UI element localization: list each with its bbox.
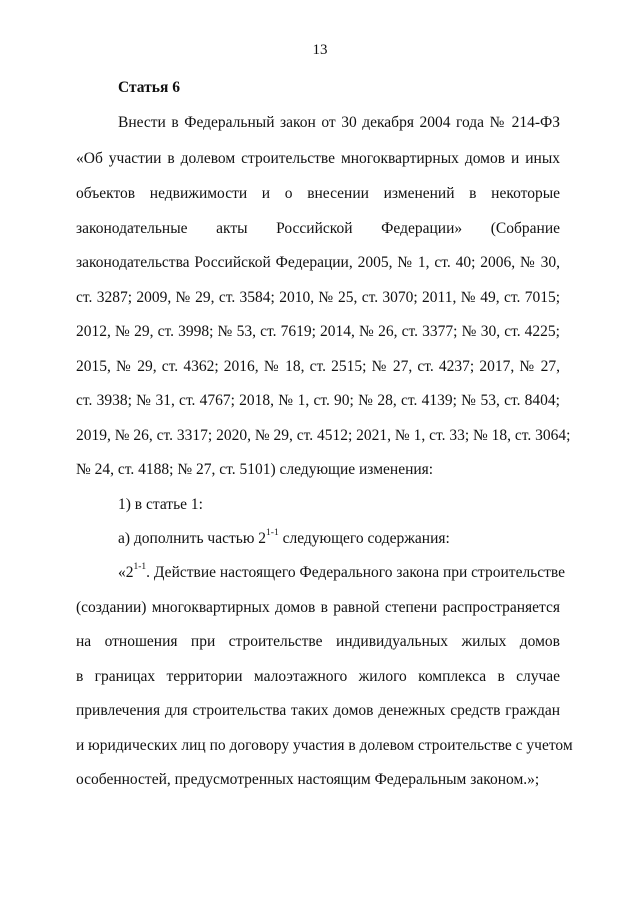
quote-line: в границах территории малоэтажного жилого комплекса в случае bbox=[76, 668, 560, 685]
quote-first-rest: . Действие настоящего Федерального закона при строительстве bbox=[146, 564, 566, 581]
superscript: 1-1 bbox=[266, 527, 279, 538]
quote-line: и юридических лиц по договору участия в долевом строительстве с учетом bbox=[76, 737, 573, 754]
quote-first-line bbox=[118, 561, 566, 582]
page-number: 13 bbox=[312, 42, 328, 58]
list-item-1: 1) в статье 1: bbox=[118, 496, 203, 513]
quote-line: привлечения для строительства таких домов денежных средств граждан bbox=[76, 702, 560, 719]
quote-open: «2 bbox=[118, 564, 134, 581]
paragraph-line: Внести в Федеральный закон от 30 декабря 2004 года № 214-ФЗ bbox=[118, 114, 560, 131]
quote-line: (создании) многоквартирных домов в равной степени распространяется bbox=[76, 599, 560, 616]
paragraph-line: «Об участии в долевом строительстве многоквартирных домов и иных bbox=[76, 150, 560, 167]
paragraph-line: законодательства Российской Федерации, 2005, № 1, ст. 40; 2006, № 30, bbox=[76, 254, 560, 271]
quote-line: на отношения при строительстве индивидуальных жилых домов bbox=[76, 633, 560, 650]
paragraph-line: законодательные акты Российской Федерации» (Собрание bbox=[76, 220, 560, 237]
paragraph-line: № 24, ст. 4188; № 27, ст. 5101) следующие изменения: bbox=[76, 461, 434, 478]
paragraph-line: 2019, № 26, ст. 3317; 2020, № 29, ст. 4512; 2021, № 1, ст. 33; № 18, ст. 3064; bbox=[76, 427, 571, 444]
list-item-a-text-rest: следующего содержания: bbox=[278, 530, 450, 547]
quote-line: особенностей, предусмотренных настоящим Федеральным законом.»; bbox=[76, 771, 540, 788]
list-item-a-text: а) дополнить частью 2 bbox=[118, 530, 267, 547]
paragraph-line: ст. 3938; № 31, ст. 4767; 2018, № 1, ст. 90; № 28, ст. 4139; № 53, ст. 8404; bbox=[76, 392, 560, 409]
superscript: 1-1 bbox=[133, 561, 147, 572]
paragraph-line: ст. 3287; 2009, № 29, ст. 3584; 2010, № 25, ст. 3070; 2011, № 49, ст. 7015; bbox=[76, 289, 560, 306]
paragraph-line: объектов недвижимости и о внесении изменений в некоторые bbox=[76, 185, 560, 202]
list-item-a bbox=[118, 527, 560, 548]
paragraph-line: 2015, № 29, ст. 4362; 2016, № 18, ст. 2515; № 27, ст. 4237; 2017, № 27, bbox=[76, 358, 560, 375]
paragraph-line: 2012, № 29, ст. 3998; № 53, ст. 7619; 2014, № 26, ст. 3377; № 30, ст. 4225; bbox=[76, 323, 560, 340]
article-heading: Статья 6 bbox=[118, 79, 180, 96]
